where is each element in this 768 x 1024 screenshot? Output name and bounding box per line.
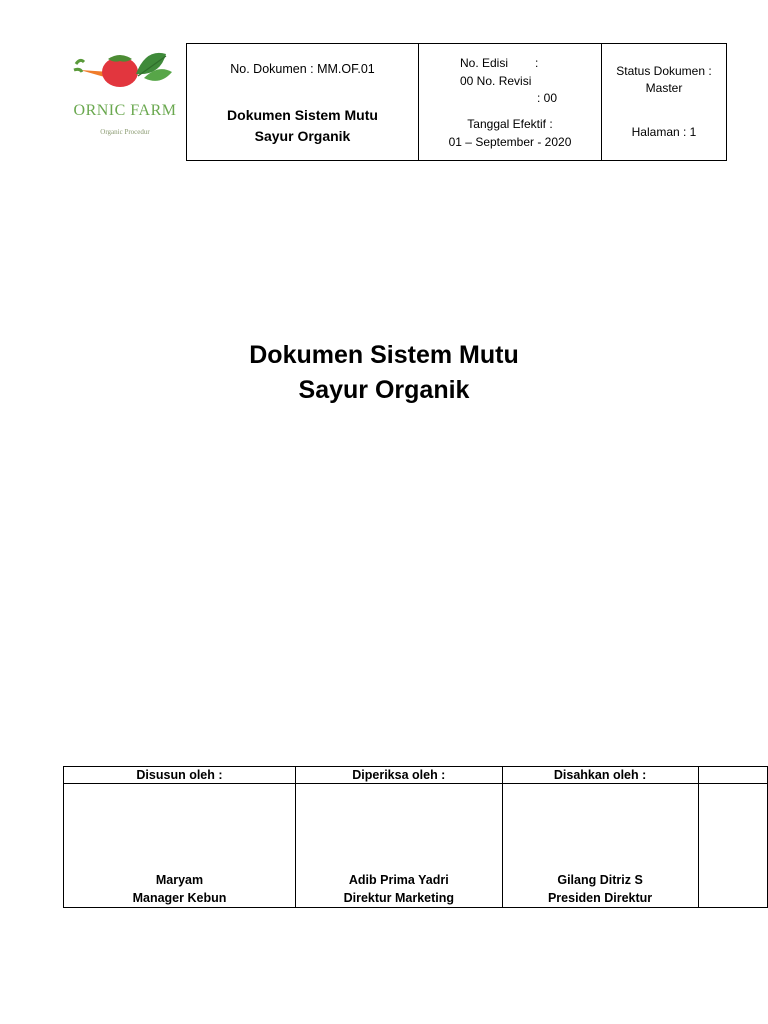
approver-role: Presiden Direktur xyxy=(547,891,653,905)
main-title xyxy=(0,338,768,408)
doc-info-cell xyxy=(187,44,419,161)
header-extra xyxy=(698,767,767,784)
signature-table xyxy=(63,766,768,908)
header-approved-by: Disahkan oleh : xyxy=(502,767,698,784)
revision-label: 00 No. Revisi xyxy=(460,74,532,88)
status-cell xyxy=(602,44,727,161)
signature-extra xyxy=(698,784,767,908)
doc-number: No. Dokumen : MM.OF.01 xyxy=(230,62,375,76)
status-label: Status Dokumen : xyxy=(616,64,712,78)
main-title-line2: Sayur Organik xyxy=(298,376,470,404)
document-header-table xyxy=(186,43,727,161)
preparer-role: Manager Kebun xyxy=(132,891,227,905)
edition-colon: : xyxy=(535,56,539,70)
preparer-name: Maryam xyxy=(155,873,204,887)
main-title-line1: Dokumen Sistem Mutu xyxy=(249,341,519,369)
effective-date-value: 01 – September - 2020 xyxy=(448,135,572,149)
approver-name: Gilang Ditriz S xyxy=(557,873,643,887)
signature-checker xyxy=(295,784,502,908)
logo-name: ORNIC FARM xyxy=(73,102,177,119)
edition-label: No. Edisi xyxy=(460,56,509,70)
edition-cell xyxy=(419,44,602,161)
page-label: Halaman : 1 xyxy=(631,125,697,139)
vegetables-logo-icon xyxy=(68,46,178,96)
logo-tagline: Organic Procedur xyxy=(100,128,150,136)
doc-title-line1: Dokumen Sistem Mutu xyxy=(227,107,378,123)
doc-title-line2: Sayur Organik xyxy=(254,128,351,144)
signature-approver xyxy=(502,784,698,908)
checker-role: Direktur Marketing xyxy=(343,891,455,905)
signature-preparer xyxy=(64,784,296,908)
company-logo xyxy=(58,46,188,146)
status-value: Master xyxy=(645,81,683,95)
header-prepared-by: Disusun oleh : xyxy=(64,767,296,784)
checker-name: Adib Prima Yadri xyxy=(348,873,449,887)
revision-value: : 00 xyxy=(537,91,558,105)
effective-date-label: Tanggal Efektif : xyxy=(467,117,553,131)
header-checked-by: Diperiksa oleh : xyxy=(295,767,502,784)
